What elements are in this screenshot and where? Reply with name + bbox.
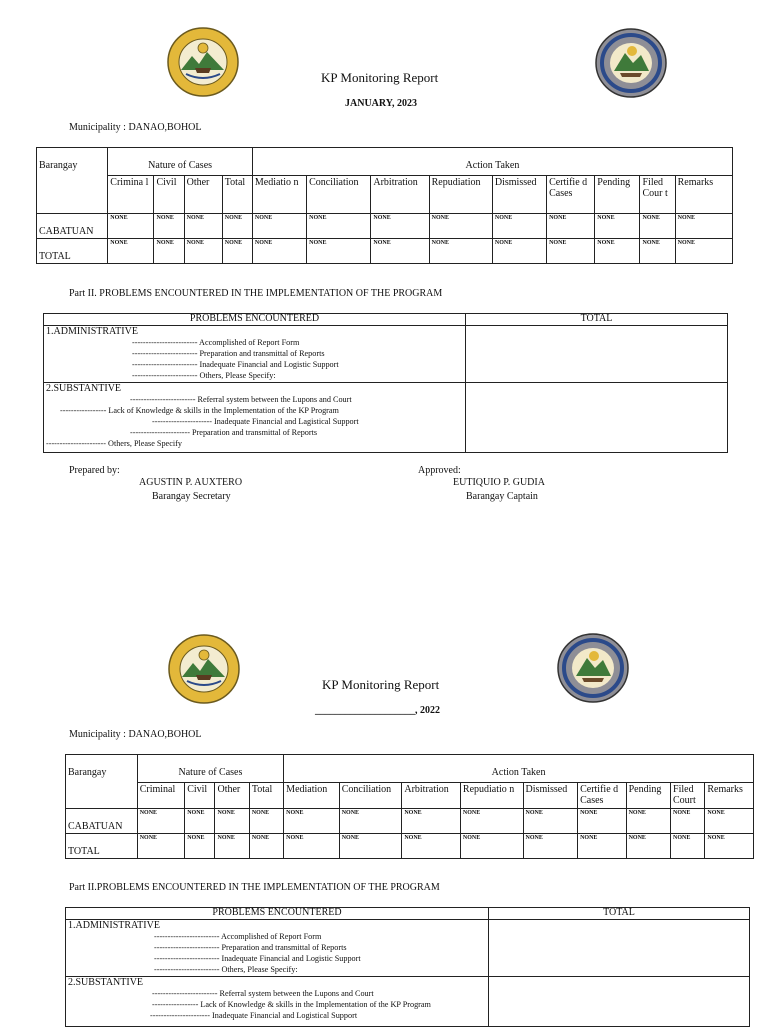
barangay-header: Barangay [66,755,138,809]
table-cell: NONE [492,214,546,239]
table-cell: NONE [339,834,402,859]
column-header: Arbitration [402,783,461,809]
problem-item: ----------------- Lack of Knowledge & skills in the Implementation of the KP Program [60,406,339,415]
column-header: Dismissed [523,783,578,809]
table-cell: NONE [307,239,371,264]
table-cell: NONE [154,214,184,239]
table-cell: NONE [429,214,492,239]
column-header: Dismissed [492,176,546,214]
table-cell: NONE [547,239,595,264]
report-title: KP Monitoring Report [322,677,440,692]
prepared-by-title: Barangay Secretary [152,491,231,502]
column-header: Filed Cour t [640,176,675,214]
column-header: Certifie d Cases [578,783,626,809]
table-cell: NONE [671,809,705,834]
table-cell: NONE [402,809,461,834]
approved-title: Barangay Captain [466,491,538,502]
column-header: Pending [626,783,670,809]
table-row [66,809,754,834]
municipal-seal [166,26,240,103]
problem-item: ------------------------ Others, Please Specify: [154,965,298,974]
table-cell: NONE [249,809,283,834]
nature-of-cases-header: Nature of Cases [108,148,253,176]
table-cell: NONE [339,809,402,834]
problems-table [43,313,728,453]
total-header: TOTAL [466,314,728,326]
table-cell: NONE [371,214,429,239]
barangay-seal [556,632,630,709]
barangay-header: Barangay [37,148,108,214]
table-cell: NONE [671,834,705,859]
table-cell: NONE [429,239,492,264]
table-cell: NONE [547,214,595,239]
column-header: Civil [185,783,215,809]
table-cell: NONE [705,834,754,859]
table-cell: NONE [640,214,675,239]
table-cell: NONE [402,834,461,859]
problem-item: ---------------------- Preparation and transmittal of Reports [130,428,318,437]
administrative-section [44,326,466,383]
table-cell: NONE [460,834,523,859]
table-cell: NONE [626,834,670,859]
problem-item: ------------------------ Inadequate Financial and Logistic Support [154,954,361,963]
table-cell: NONE [215,809,249,834]
column-header: Conciliation [339,783,402,809]
table-cell: NONE [108,214,154,239]
column-header: Remarks [675,176,732,214]
column-header: Criminal [137,783,184,809]
problem-item: ---------------------- Others, Please Specify [46,439,182,448]
table-cell: NONE [523,834,578,859]
column-header: Total [249,783,283,809]
column-header: Filed Court [671,783,705,809]
nature-of-cases-header: Nature of Cases [137,755,283,783]
table-cell: NONE [523,809,578,834]
table-cell: NONE [184,239,222,264]
problem-item: ------------------------ Others, Please Specify: [132,371,276,380]
table-row [37,239,733,264]
table-cell: NONE [215,834,249,859]
problem-item: ------------------------ Accomplished of Report Form [154,932,322,941]
row-label: TOTAL [37,239,108,264]
report-date: JANUARY, 2023 [345,98,418,109]
table-cell: NONE [626,809,670,834]
total-header: TOTAL [489,908,750,920]
table-cell: NONE [460,809,523,834]
kp-cases-table [36,147,733,264]
table-cell: NONE [137,809,184,834]
administrative-total [489,920,750,977]
table-cell: NONE [675,239,732,264]
column-header: Conciliation [307,176,371,214]
column-header: Other [184,176,222,214]
part2-title: Part II.PROBLEMS ENCOUNTERED IN THE IMPLEMENTATION OF THE PROGRAM [69,882,440,893]
problems-table [65,907,750,1027]
problem-item: ------------------------ Inadequate Financial and Logistic Support [132,360,339,369]
substantive-total [466,383,728,453]
administrative-label: 1.ADMINISTRATIVE [46,326,138,337]
table-cell: NONE [595,214,640,239]
table-cell: NONE [284,834,340,859]
administrative-total [466,326,728,383]
column-header: Pending [595,176,640,214]
problem-item: ------------------------ Preparation and transmittal of Reports [154,943,347,952]
column-header: Other [215,783,249,809]
table-cell: NONE [595,239,640,264]
problem-item: ---------------------- Inadequate Financial and Lagistical Support [152,417,359,426]
column-header: Arbitration [371,176,429,214]
municipal-seal [167,633,241,710]
barangay-seal [594,27,668,104]
report-date: ____________________, 2022 [315,705,440,716]
substantive-section [44,383,466,453]
table-cell: NONE [154,239,184,264]
table-row [37,214,733,239]
table-cell: NONE [184,214,222,239]
table-cell: NONE [185,834,215,859]
approved-name: EUTIQUIO P. GUDIA [453,477,545,488]
column-header: Civil [154,176,184,214]
table-cell: NONE [252,239,306,264]
table-cell: NONE [307,214,371,239]
substantive-label: 2.SUBSTANTIVE [68,977,144,988]
prepared-by-name: AGUSTIN P. AUXTERO [139,477,243,488]
table-cell: NONE [252,214,306,239]
approved-label: Approved: [418,465,461,476]
municipality-label: Municipality : DANAO,BOHOL [69,122,202,133]
table-cell: NONE [492,239,546,264]
problem-item: ------------------------ Referral system between the Lupons and Court [152,989,374,998]
action-taken-header: Action Taken [252,148,732,176]
table-cell: NONE [675,214,732,239]
table-row [66,834,754,859]
prepared-by-label: Prepared by: [69,465,120,476]
substantive-total [489,977,750,1027]
table-cell: NONE [284,809,340,834]
column-header: Repudiatio n [460,783,523,809]
problems-header: PROBLEMS ENCOUNTERED [66,908,489,920]
problem-item: ---------------------- Inadequate Financial and Logistical Support [150,1011,358,1020]
problem-item: ------------------------ Preparation and transmittal of Reports [132,349,325,358]
column-header: Certifie d Cases [547,176,595,214]
table-cell: NONE [640,239,675,264]
action-taken-header: Action Taken [284,755,754,783]
row-label: CABATUAN [66,809,138,834]
substantive-section [66,977,489,1027]
table-cell: NONE [108,239,154,264]
column-header: Repudiation [429,176,492,214]
part2-title: Part II. PROBLEMS ENCOUNTERED IN THE IMPLEMENTATION OF THE PROGRAM [69,288,443,299]
municipality-label: Municipality : DANAO,BOHOL [69,729,202,740]
table-cell: NONE [578,809,626,834]
administrative-label: 1.ADMINISTRATIVE [68,920,160,931]
column-header: Crimina l [108,176,154,214]
substantive-label: 2.SUBSTANTIVE [46,383,122,394]
column-header: Remarks [705,783,754,809]
problem-item: ------------------------ Referral system between the Lupons and Court [130,395,352,404]
problem-item: ------------------------ Accomplished of Report Form [132,338,300,347]
table-cell: NONE [222,214,252,239]
table-cell: NONE [578,834,626,859]
column-header: Mediatio n [252,176,306,214]
column-header: Total [222,176,252,214]
administrative-section [66,920,489,977]
problem-item: ----------------- Lack of Knowledge & skills in the Implementation of the KP Program [152,1000,431,1009]
table-cell: NONE [371,239,429,264]
row-label: CABATUAN [37,214,108,239]
table-cell: NONE [249,834,283,859]
report-title: KP Monitoring Report [321,70,439,85]
table-cell: NONE [705,809,754,834]
table-cell: NONE [185,809,215,834]
problems-header: PROBLEMS ENCOUNTERED [44,314,466,326]
column-header: Mediation [284,783,340,809]
table-cell: NONE [137,834,184,859]
table-cell: NONE [222,239,252,264]
kp-cases-table [65,754,754,859]
row-label: TOTAL [66,834,138,859]
